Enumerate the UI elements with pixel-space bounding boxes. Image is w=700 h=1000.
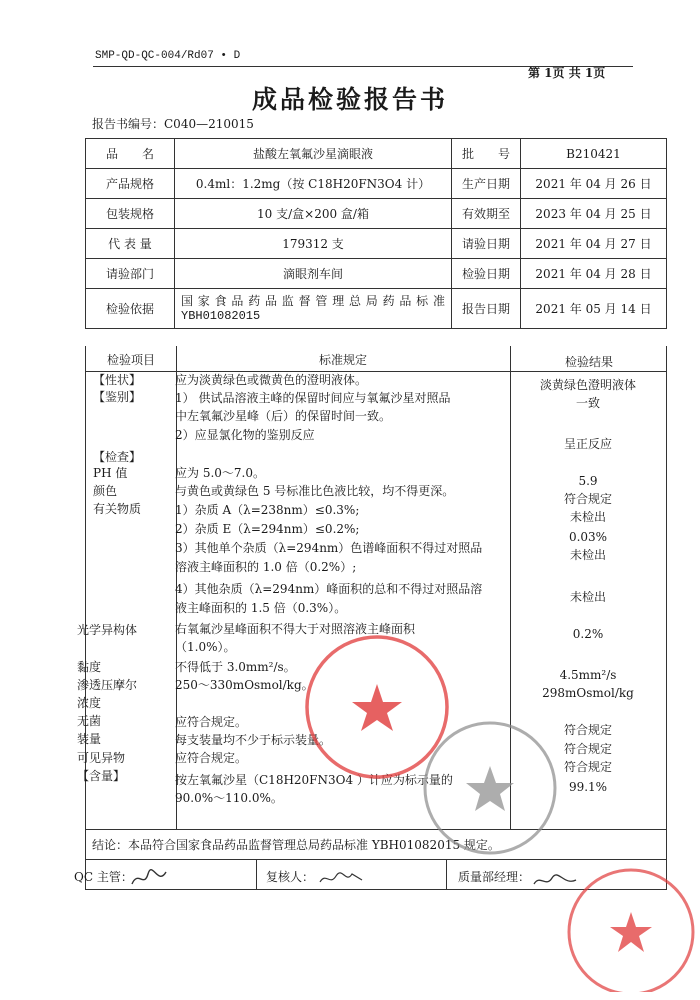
dept-label: 请验部门 <box>86 259 175 289</box>
batch-label: 批 号 <box>452 139 521 169</box>
std-viscosity: 不得低于 3.0mm²/s。 <box>175 660 296 674</box>
qty-label: 代 表 量 <box>86 229 175 259</box>
std-related-4b: 液主峰面积的 1.5 倍（0.3%）。 <box>175 601 347 615</box>
basis-label: 检验依据 <box>86 289 175 329</box>
document-code: SMP-QD-QC-004/Rd07 • D <box>95 50 241 62</box>
item-osmo-1: 渗透压摩尔 <box>77 678 138 692</box>
item-optical: 光学异构体 <box>77 623 138 637</box>
page-title: 成品检验报告书 <box>251 85 448 114</box>
std-jianbie-1a: 1） 供试品溶液主峰的保留时间应与氧氟沙星对照品 <box>175 391 451 405</box>
batch-value: B210421 <box>521 139 667 169</box>
std-jianbie-1b: 中左氧氟沙星峰（后）的保留时间一致。 <box>175 409 392 423</box>
pack-label: 包装规格 <box>86 199 175 229</box>
basis-value <box>175 289 452 329</box>
std-visible: 应符合规定。 <box>175 751 248 765</box>
header-divider <box>93 66 633 67</box>
qty-value: 179312 支 <box>175 229 452 259</box>
dept-value: 滴眼剂车间 <box>175 259 452 289</box>
res-xingzhuang-1: 淡黄绿色澄明液体 <box>539 378 636 392</box>
std-related-2: 2）杂质 E（λ=294nm）≤0.2%; <box>175 522 360 536</box>
std-sterile: 应符合规定。 <box>175 715 248 729</box>
qc-supervisor-label: QC 主管： <box>74 870 133 884</box>
report-date: 2021 年 05 月 14 日 <box>521 289 667 329</box>
item-jianbie: 【鉴别】 <box>93 390 142 404</box>
exp-date-label: 有效期至 <box>452 199 521 229</box>
std-optical-2: （1.0%）。 <box>175 640 236 654</box>
std-osmo: 250～330mOsmol/kg。 <box>175 678 314 692</box>
basis-line-2: YBH01082015 <box>181 308 261 323</box>
item-sterile: 无菌 <box>77 714 102 728</box>
items-header-divider <box>86 371 666 372</box>
item-color: 颜色 <box>93 484 118 498</box>
res-sterile: 符合规定 <box>563 723 612 737</box>
signature-divider-1 <box>256 860 257 890</box>
res-color: 符合规定 <box>563 492 612 506</box>
item-ph: PH 值 <box>93 466 128 480</box>
res-related-3: 未检出 <box>569 548 606 562</box>
std-related-1: 1）杂质 A（λ=238nm）≤0.3%; <box>175 503 360 517</box>
item-fill: 装量 <box>77 732 102 746</box>
product-name-label: 品 名 <box>86 139 175 169</box>
items-header-item: 检验项目 <box>106 353 155 367</box>
item-content: 【含量】 <box>77 769 126 783</box>
res-related-2: 0.03% <box>568 530 608 544</box>
items-header-result: 检验结果 <box>564 355 613 369</box>
std-content-2: 90.0%～110.0%。 <box>175 791 283 805</box>
res-fill: 符合规定 <box>563 742 612 756</box>
res-osmo: 298mOsmol/kg <box>542 686 634 700</box>
req-date-label: 请验日期 <box>452 229 521 259</box>
reviewer-label: 复核人： <box>266 870 315 884</box>
std-xingzhuang: 应为淡黄绿色或微黄色的澄明液体。 <box>175 373 368 387</box>
mfg-date: 2021 年 04 月 26 日 <box>521 169 667 199</box>
res-viscosity: 4.5mm²/s <box>559 668 617 682</box>
exp-date: 2023 年 04 月 25 日 <box>521 199 667 229</box>
res-related-1: 未检出 <box>569 510 606 524</box>
std-related-3b: 溶液主峰面积的 1.0 倍（0.2%）; <box>175 560 357 574</box>
product-name: 盐酸左氧氟沙星滴眼液 <box>175 139 452 169</box>
res-related-4: 未检出 <box>569 590 606 604</box>
res-optical: 0.2% <box>572 627 604 641</box>
red-quality-seal-icon <box>556 862 696 992</box>
item-osmo-2: 浓度 <box>77 696 102 710</box>
pack-value: 10 支/盒×200 盒/箱 <box>175 199 452 229</box>
spec-label: 产品规格 <box>86 169 175 199</box>
insp-date-label: 检验日期 <box>452 259 521 289</box>
item-visible: 可见异物 <box>77 751 126 765</box>
std-fill: 每支装量均不少于标示装量。 <box>175 733 332 747</box>
qc-signature-icon <box>130 866 170 890</box>
std-content-1: 按左氧氟沙星（C18H20FN3O4 ）计应为标示量的 <box>175 773 453 787</box>
gray-inspection-seal-icon <box>420 718 560 858</box>
report-number: 报告书编号：C040—210015 <box>92 117 254 131</box>
res-xingzhuang-2: 一致 <box>575 396 600 410</box>
basis-line-1: 国家食品药品监督管理总局药品标准 <box>181 293 445 308</box>
info-table <box>85 138 667 329</box>
items-header-standard: 标准规定 <box>318 353 367 367</box>
insp-date: 2021 年 04 月 28 日 <box>521 259 667 289</box>
std-jianbie-2: 2）应显氯化物的鉴别反应 <box>175 428 315 442</box>
std-related-4a: 4）其他杂质（λ=294nm）峰面积的总和不得过对照品溶 <box>175 582 483 596</box>
std-color: 与黄色或黄绿色 5 号标准比色液比较，均不得更深。 <box>175 484 455 498</box>
res-content: 99.1% <box>568 780 608 794</box>
item-xingzhuang: 【性状】 <box>93 373 142 387</box>
reviewer-signature-icon <box>318 870 364 888</box>
spec-value: 0.4ml：1.2mg（按 C18H20FN3O4 计） <box>175 169 452 199</box>
signature-divider-2 <box>446 860 447 890</box>
report-date-label: 报告日期 <box>452 289 521 329</box>
std-optical-1: 右氧氟沙星峰面积不得大于对照溶液主峰面积 <box>175 622 416 636</box>
res-jianbie-2: 呈正反应 <box>563 437 612 451</box>
item-viscosity: 黏度 <box>77 660 102 674</box>
res-ph: 5.9 <box>578 474 598 488</box>
item-related: 有关物质 <box>93 502 142 516</box>
std-related-3a: 3）其他单个杂质（λ=294nm）色谱峰面积不得过对照品 <box>175 541 483 555</box>
item-jiancha: 【检查】 <box>93 450 142 464</box>
page-info: 第 1页 共 1页 <box>528 66 606 80</box>
conclusion: 结论：本品符合国家食品药品监督管理总局药品标准 YBH01082015 规定。 <box>85 830 667 860</box>
res-visible: 符合规定 <box>563 760 612 774</box>
std-ph: 应为 5.0～7.0。 <box>175 466 265 480</box>
mfg-date-label: 生产日期 <box>452 169 521 199</box>
req-date: 2021 年 04 月 27 日 <box>521 229 667 259</box>
qa-manager-label: 质量部经理： <box>458 870 531 884</box>
